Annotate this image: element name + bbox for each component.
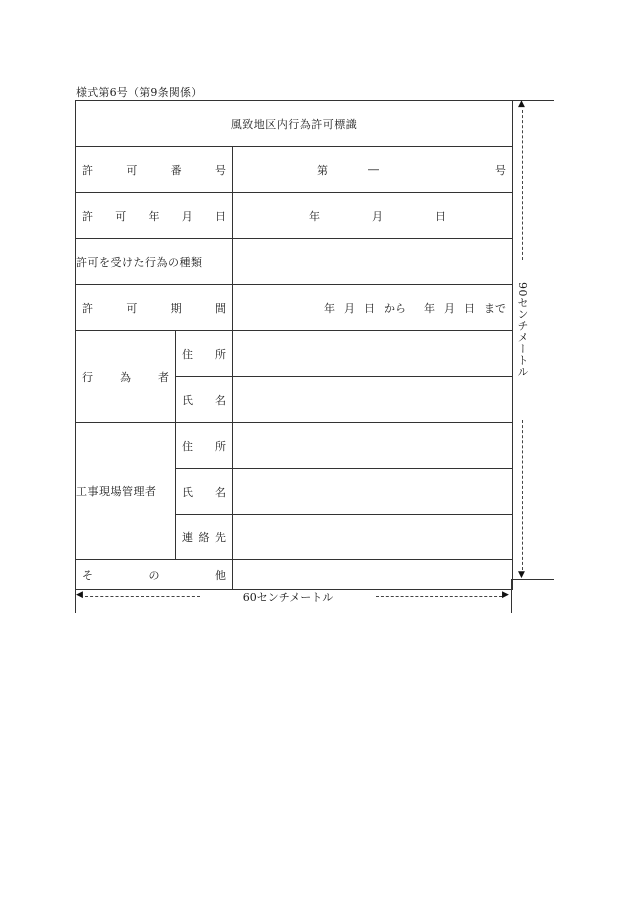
label-char: 者 [158, 370, 169, 384]
label-char: 年 [148, 209, 160, 223]
value-part: 年 [324, 301, 335, 315]
value-part: 日 [364, 301, 375, 315]
label-char: 為 [120, 370, 131, 384]
title-row [76, 101, 513, 147]
label-char: 連 [182, 531, 193, 544]
label-char: 間 [214, 301, 226, 315]
label-char: 氏 [182, 393, 193, 407]
label-char: 所 [215, 439, 226, 453]
value-part: まで [484, 301, 506, 315]
label-char: 許 [82, 209, 93, 223]
other-label [76, 560, 233, 590]
label-char: 所 [215, 347, 226, 361]
label-char: 月 [181, 209, 193, 223]
arrow-left-icon: ◀ [76, 590, 83, 600]
label-char: 日 [215, 209, 226, 223]
manager-contact-label [176, 515, 233, 560]
manager-contact-value [233, 515, 513, 560]
label-char: 許 [82, 301, 93, 315]
value-part: 年 [424, 301, 435, 315]
permit-number-label [76, 147, 233, 193]
action-type-value [233, 239, 513, 285]
label-char: 行 [82, 370, 93, 384]
manager-address-value [233, 423, 513, 469]
permit-number-value [233, 147, 513, 193]
height-dimension-line-bottom [522, 420, 523, 570]
permit-number-row [76, 147, 513, 193]
permit-date-value [233, 193, 513, 239]
label-char: 可 [126, 163, 138, 177]
width-extension-right [511, 579, 512, 613]
label-char: 他 [215, 568, 226, 582]
other-row [76, 560, 513, 590]
manager-name-label [176, 469, 233, 515]
manager-address-row [76, 423, 513, 469]
label-char: 名 [215, 393, 226, 407]
manager-name-value [233, 469, 513, 515]
arrow-down-icon: ▼ [518, 570, 525, 580]
manager-address-label [176, 423, 233, 469]
width-dimension-line-left [85, 596, 200, 597]
label-char: 先 [215, 531, 226, 544]
value-part: から [384, 301, 406, 315]
arrow-up-icon: ▲ [518, 99, 525, 109]
action-type-row [76, 239, 513, 285]
sign-title: 風致地区内行為許可標識 [76, 101, 513, 147]
site-manager-label: 工事現場管理者 [76, 423, 176, 560]
actor-address-row [76, 331, 513, 377]
value-part: 月 [344, 301, 355, 315]
label-char: 氏 [182, 485, 193, 499]
permit-period-label [76, 285, 233, 331]
permit-sign-table [75, 100, 513, 590]
value-part: 日 [464, 301, 475, 315]
permit-date-row [76, 193, 513, 239]
label-char: 名 [215, 485, 226, 499]
label-char: 絡 [198, 531, 210, 544]
value-part: ― [368, 163, 379, 176]
label-char: そ [82, 568, 93, 582]
value-part: 年 [309, 209, 320, 223]
value-part: 月 [372, 209, 383, 223]
label-char: 可 [115, 209, 127, 223]
actor-address-label [176, 331, 233, 377]
actor-name-value [233, 377, 513, 423]
actor-name-label [176, 377, 233, 423]
label-char: 号 [214, 163, 226, 177]
label-char: 番 [170, 163, 182, 177]
height-dimension-line-top [522, 110, 523, 260]
label-char: の [148, 568, 160, 582]
width-dimension-label: 60センチメートル [242, 591, 334, 604]
label-char: 可 [126, 301, 138, 315]
permit-date-label [76, 193, 233, 239]
actor-address-value [233, 331, 513, 377]
actor-label [76, 331, 176, 423]
width-dimension-line-right [376, 596, 502, 597]
form-number-label: 様式第6号（第9条関係） [76, 86, 203, 99]
label-char: 住 [182, 347, 193, 361]
label-char: 期 [170, 301, 182, 315]
other-value [233, 560, 513, 590]
height-dimension-label: 90センチメートル [516, 282, 529, 378]
permit-period-row [76, 285, 513, 331]
value-part: 日 [435, 209, 446, 223]
permit-period-value [233, 285, 513, 331]
value-part: 号 [495, 163, 506, 177]
arrow-right-icon: ▶ [502, 590, 509, 600]
action-type-label: 許可を受けた行為の種類 [76, 239, 233, 285]
value-part: 第 [317, 163, 328, 177]
label-char: 住 [182, 439, 193, 453]
label-char: 許 [82, 163, 93, 177]
value-part: 月 [444, 301, 455, 315]
